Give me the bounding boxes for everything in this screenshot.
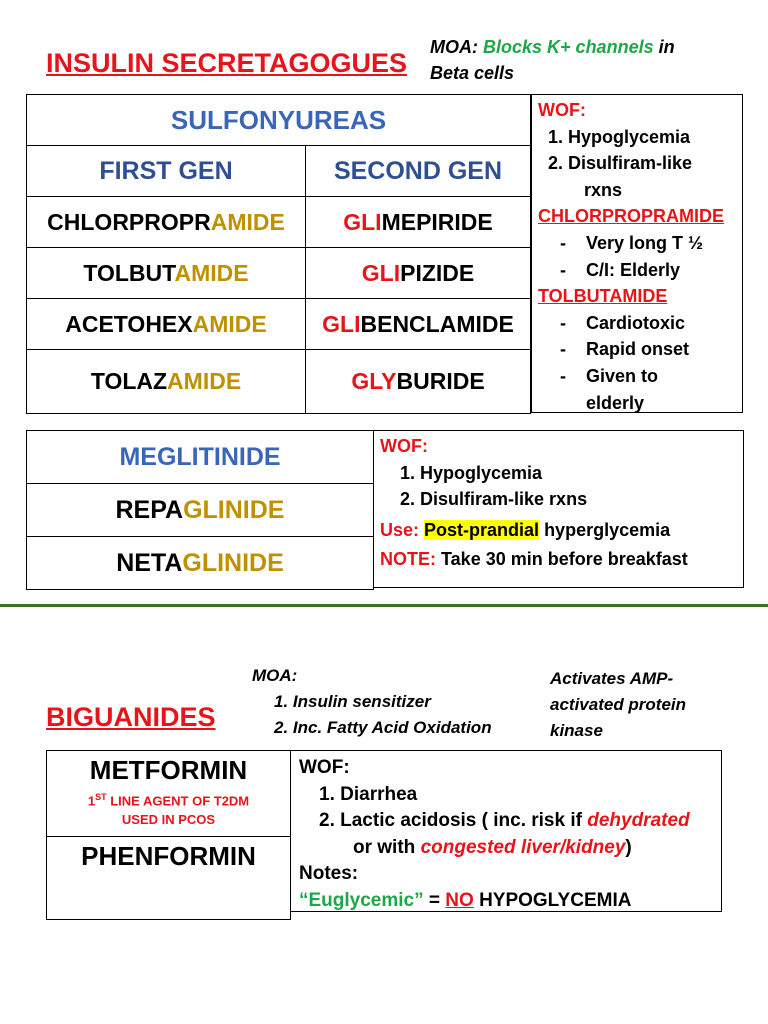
moa-biguanides: MOA: 1. Insulin sensitizer 2. Inc. Fatty Acid Oxidation bbox=[252, 663, 492, 741]
meglitinide-wof-box bbox=[373, 430, 744, 588]
table-row bbox=[27, 197, 531, 248]
section-title-biguanides: BIGUANIDES bbox=[46, 702, 216, 732]
section-divider bbox=[0, 604, 768, 607]
list-item: - C/I: Elderly bbox=[560, 259, 681, 280]
chlorpropramide-title: CHLORPROPRAMIDE bbox=[538, 206, 725, 227]
meglitinide-table bbox=[26, 430, 374, 590]
wof-item: 2. Lactic acidosis ( inc. risk if dehydrated bbox=[319, 810, 690, 832]
phenformin-cell: PHENFORMIN bbox=[47, 837, 291, 920]
wof-label: WOF: bbox=[380, 436, 428, 456]
moa-label: MOA: bbox=[430, 37, 478, 57]
meglitinide-drug: REPAGLINIDE bbox=[27, 484, 374, 537]
first-gen-drug: CHLORPROPRAMIDE bbox=[27, 197, 306, 248]
use-line: Use: Post-prandial hyperglycemia bbox=[380, 519, 671, 540]
metformin-note: 1ST LINE AGENT OF T2DM bbox=[87, 792, 250, 809]
section-title-secretagogues: INSULIN SECRETAGOGUES bbox=[46, 48, 408, 78]
second-gen-header: SECOND GEN bbox=[306, 146, 531, 197]
wof-item: rxns bbox=[584, 179, 623, 200]
biguanides-table bbox=[46, 750, 291, 920]
second-gen-drug: GLIPIZIDE bbox=[306, 248, 531, 299]
list-item: - Rapid onset bbox=[560, 339, 690, 360]
list-item: 1. Insulin sensitizer bbox=[274, 692, 431, 711]
first-gen-drug: TOLBUTAMIDE bbox=[27, 248, 306, 299]
drug-name: METFORMIN bbox=[89, 755, 248, 785]
moa-mechanism: Blocks K+ channels bbox=[483, 37, 654, 57]
ampk-note: Activates AMP- activated protein kinase bbox=[550, 669, 687, 740]
list-item: elderly bbox=[586, 392, 645, 413]
wof-item: 1. Hypoglycemia bbox=[548, 126, 691, 147]
moa-rest2: Beta cells bbox=[430, 63, 515, 83]
moa-secretagogues bbox=[430, 34, 675, 86]
first-gen-drug: TOLAZAMIDE bbox=[27, 350, 306, 414]
wof-item: or with congested liver/kidney) bbox=[353, 836, 632, 858]
tolbutamide-title: TOLBUTAMIDE bbox=[538, 286, 668, 307]
metformin-cell bbox=[47, 751, 291, 837]
wof-item: 1. Diarrhea bbox=[319, 783, 418, 805]
sulfonyureas-wof-box bbox=[531, 94, 743, 413]
table-row bbox=[27, 484, 374, 537]
note-line: NOTE: Take 30 min before breakfast bbox=[380, 549, 688, 570]
table-row bbox=[27, 350, 531, 414]
wof-item: 2. Disulfiram-like bbox=[548, 153, 693, 174]
highlight-text: Post-prandial bbox=[424, 519, 540, 540]
first-gen-header: FIRST GEN bbox=[27, 146, 306, 197]
list-item: - Cardiotoxic bbox=[560, 312, 686, 333]
list-item: - Very long T ½ bbox=[560, 232, 704, 253]
wof-label: WOF: bbox=[538, 100, 586, 120]
first-gen-drug: ACETOHEXAMIDE bbox=[27, 299, 306, 350]
table-row bbox=[27, 248, 531, 299]
moa-rest1: in bbox=[658, 37, 675, 57]
second-gen-drug: GLIBENCLAMIDE bbox=[306, 299, 531, 350]
sulfonyureas-table bbox=[26, 94, 531, 414]
biguanides-wof-box bbox=[290, 750, 722, 912]
meglitinide-drug: NETAGLINIDE bbox=[27, 537, 374, 590]
euglycemic-line: “Euglycemic” = NO HYPOGLYCEMIA bbox=[299, 889, 632, 911]
table-row bbox=[27, 299, 531, 350]
list-item: - Given to bbox=[560, 365, 659, 386]
notes-label: Notes: bbox=[299, 863, 359, 885]
wof-item: 1. Hypoglycemia bbox=[400, 462, 543, 483]
sulfonyureas-header: SULFONYUREAS bbox=[27, 95, 531, 146]
second-gen-drug: GLYBURIDE bbox=[306, 350, 531, 414]
list-item: 2. Inc. Fatty Acid Oxidation bbox=[274, 718, 492, 737]
metformin-note-2: USED IN PCOS bbox=[121, 812, 216, 828]
second-gen-drug: GLIMEPIRIDE bbox=[306, 197, 531, 248]
wof-item: 2. Disulfiram-like rxns bbox=[400, 489, 588, 510]
table-row bbox=[27, 537, 374, 590]
wof-label: WOF: bbox=[299, 757, 350, 778]
meglitinide-header: MEGLITINIDE bbox=[27, 431, 374, 484]
